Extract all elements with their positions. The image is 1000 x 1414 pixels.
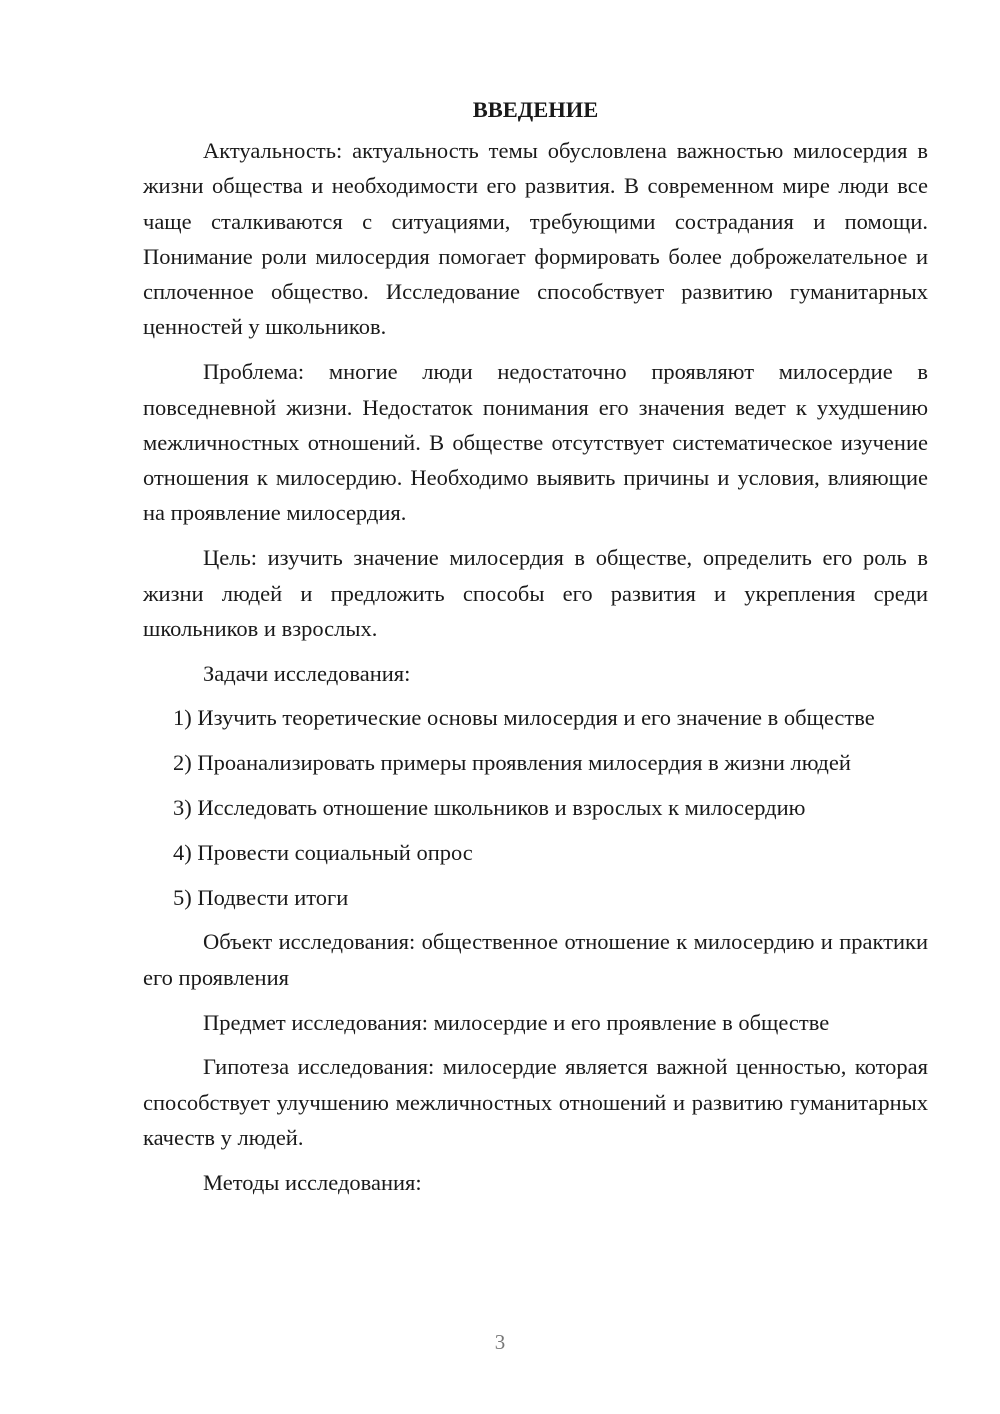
page-number: 3: [494, 1330, 506, 1354]
paragraph-problem: Проблема: многие люди недостаточно проявляют милосердие в повседневной жизни. Недостаток понимания его значения ведет к ухудшению межличностных отношений. В обществе отсутствует систематическое изучение отношения к милосердию. Необходимо выявить причины и условия, влияющие на проявление милосердия.: [143, 359, 928, 526]
task-item: 2) Проанализировать примеры проявления милосердия в жизни людей: [173, 750, 851, 776]
paragraph-tasks-heading: Задачи исследования:: [203, 660, 411, 686]
task-item: 4) Провести социальный опрос: [173, 839, 473, 865]
paragraph-subject: Предмет исследования: милосердие и его проявление в обществе: [203, 1009, 830, 1035]
task-item: 1) Изучить теоретические основы милосердия и его значение в обществе: [173, 705, 875, 731]
task-item: 3) Исследовать отношение школьников и взрослых к милосердию: [173, 795, 806, 821]
section-heading: ВВЕДЕНИЕ: [472, 97, 599, 122]
paragraph-goal: Цель: изучить значение милосердия в обществе, определить его роль в жизни людей и предложить способы его развития и укрепления среди школьников и взрослых.: [143, 545, 928, 641]
paragraph-methods: Методы исследования:: [203, 1169, 422, 1195]
document-page: [143, 92, 928, 1210]
task-item: 5) Подвести итоги: [173, 884, 349, 910]
paragraph-relevance: Актуальность: актуальность темы обусловлена важностью милосердия в жизни общества и необходимости его развития. В современном мире люди все чаще сталкиваются с ситуациями, требующими сострадания и помощи. Понимание роли милосердия помогает формировать более доброжелательное и сплоченное общество. Исследование способствует развитию гуманитарных ценностей у школьников.: [143, 138, 928, 340]
paragraph-object: Объект исследования: общественное отношение к милосердию и практики его проявления: [143, 929, 928, 990]
paragraph-hypothesis: Гипотеза исследования: милосердие является важной ценностью, которая способствует улучшению межличностных отношений и развитию гуманитарных качеств у людей.: [143, 1054, 928, 1150]
